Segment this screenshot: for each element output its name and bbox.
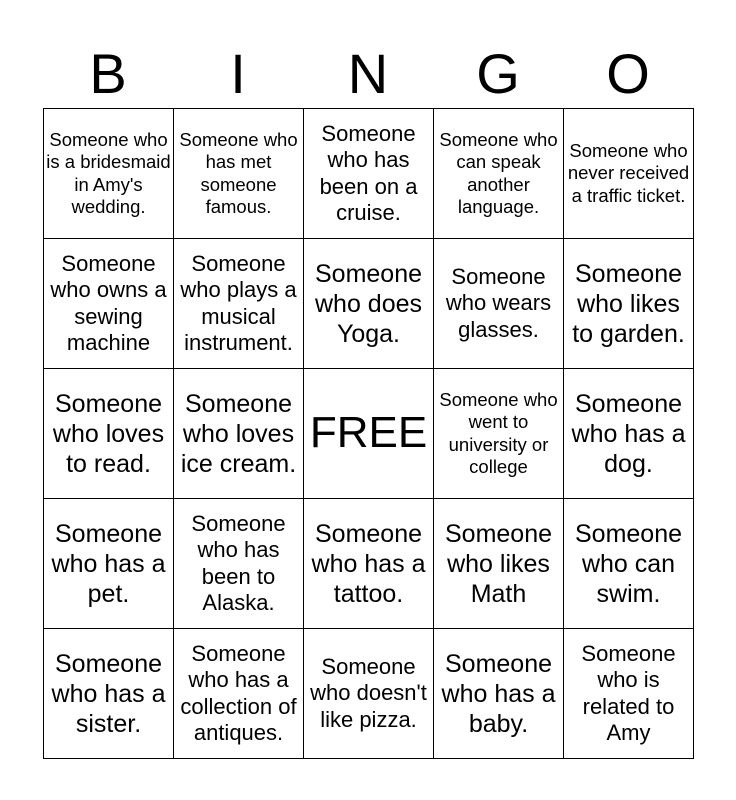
header-letter-n: N xyxy=(347,42,389,105)
bingo-cell[interactable]: Someone who doesn't like pizza. xyxy=(304,629,434,759)
board-row xyxy=(44,369,694,499)
bingo-cell[interactable]: Someone who likes Math xyxy=(434,499,564,629)
bingo-cell[interactable]: Someone who has a pet. xyxy=(44,499,174,629)
header-letter-i: I xyxy=(230,42,246,105)
bingo-cell[interactable]: Someone who has a baby. xyxy=(434,629,564,759)
bingo-cell[interactable]: Someone who is a bridesmaid in Amy's wedding. xyxy=(44,109,174,239)
bingo-cell[interactable]: Someone who went to university or college xyxy=(434,369,564,499)
board-row xyxy=(44,109,694,239)
bingo-cell[interactable]: Someone who is related to Amy xyxy=(564,629,694,759)
bingo-cell[interactable]: Someone who wears glasses. xyxy=(434,239,564,369)
header-letter-g: G xyxy=(476,42,520,105)
bingo-board xyxy=(43,108,694,759)
bingo-cell[interactable]: Someone who can swim. xyxy=(564,499,694,629)
bingo-cell[interactable]: Someone who plays a musical instrument. xyxy=(174,239,304,369)
header-letter-b: B xyxy=(89,42,127,105)
bingo-cell[interactable]: Someone who can speak another language. xyxy=(434,109,564,239)
bingo-cell[interactable]: Someone who has been on a cruise. xyxy=(304,109,434,239)
bingo-cell[interactable]: Someone who has been to Alaska. xyxy=(174,499,304,629)
bingo-cell[interactable]: Someone who loves ice cream. xyxy=(174,369,304,499)
free-space-cell[interactable]: FREE xyxy=(304,369,434,499)
bingo-cell[interactable]: Someone who never received a traffic ticket. xyxy=(564,109,694,239)
bingo-cell[interactable]: Someone who loves to read. xyxy=(44,369,174,499)
bingo-cell[interactable]: Someone who has met someone famous. xyxy=(174,109,304,239)
bingo-cell[interactable]: Someone who owns a sewing machine xyxy=(44,239,174,369)
bingo-cell[interactable]: Someone who likes to garden. xyxy=(564,239,694,369)
bingo-cell[interactable]: Someone who has a sister. xyxy=(44,629,174,759)
bingo-cell[interactable]: Someone who has a dog. xyxy=(564,369,694,499)
bingo-cell[interactable]: Someone who does Yoga. xyxy=(304,239,434,369)
bingo-header xyxy=(43,40,693,108)
header-letter-o: O xyxy=(606,42,650,105)
board-row xyxy=(44,239,694,369)
bingo-cell[interactable]: Someone who has a collection of antiques. xyxy=(174,629,304,759)
board-row xyxy=(44,499,694,629)
board-row xyxy=(44,629,694,759)
bingo-cell[interactable]: Someone who has a tattoo. xyxy=(304,499,434,629)
